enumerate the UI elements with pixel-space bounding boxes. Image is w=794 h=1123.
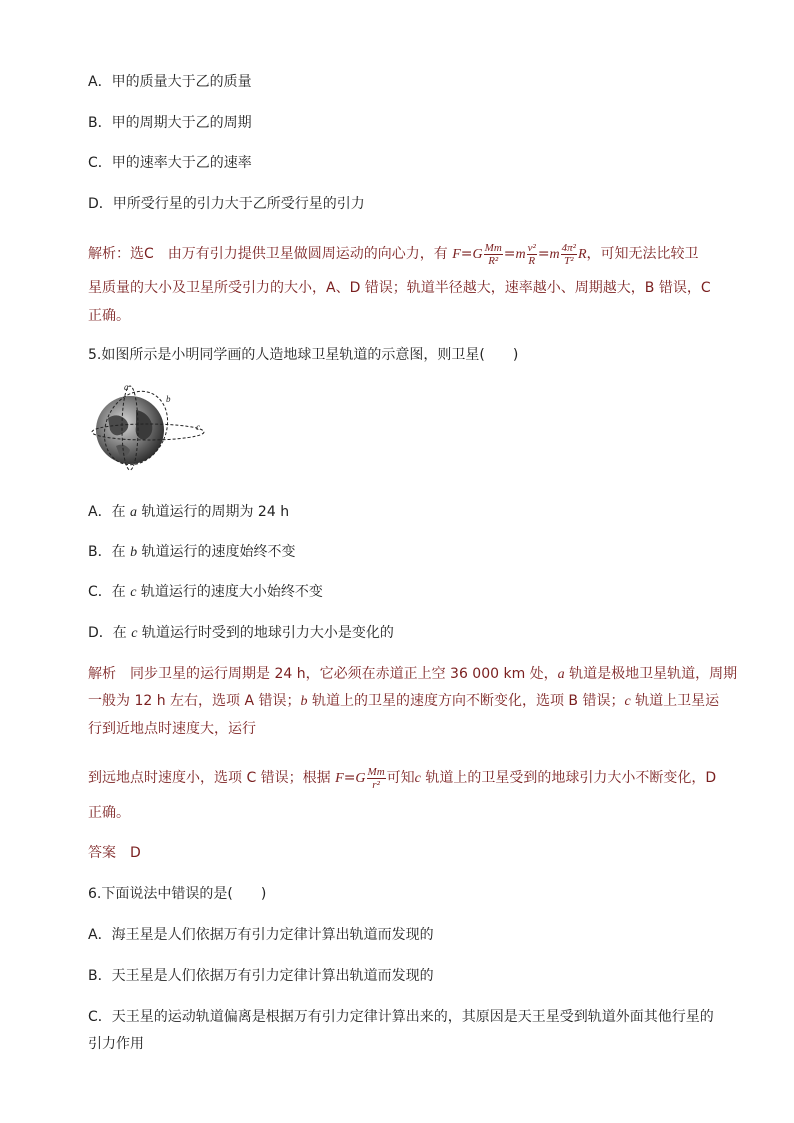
analysis-variable: a — [557, 667, 565, 682]
q4-option-c: C．甲的速率大于乙的速率 — [88, 155, 252, 171]
q4-analysis-line2: 星质量的大小及卫星所受引力的大小，A、D 错误；轨道半径越大，速率越小、周期越大，B 错误，C — [88, 280, 711, 296]
q6-stem: 6.下面说法中错误的是( ) — [88, 886, 267, 902]
label-c: c — [196, 422, 200, 432]
analysis-text: 轨道上的卫星的速度方向不断变化，选项 B 错误； — [307, 693, 625, 709]
q4-option-d: D．甲所受行星的引力大于乙所受行星的引力 — [88, 196, 365, 212]
q4-analysis-line1 — [88, 238, 699, 271]
q5-option-a — [88, 502, 289, 523]
fraction-denominator: R — [528, 254, 536, 267]
analysis-text: 一般为 12 h 左右，选项 A 错误； — [88, 693, 301, 709]
option-prefix: D．在 — [88, 625, 132, 641]
formula-eq: = — [460, 246, 473, 262]
option-text: 轨道运行的周期为 24 h — [137, 504, 290, 520]
label-b: b — [166, 394, 171, 404]
formula-r: R — [577, 247, 587, 262]
q5-analysis-line1 — [88, 664, 737, 685]
option-variable: c — [131, 626, 138, 641]
q5-answer: 答案 D — [88, 845, 141, 861]
fraction-denominator: T² — [564, 254, 574, 267]
earth-orbit-illustration — [86, 380, 210, 474]
fraction-numerator: 4π² — [561, 241, 576, 254]
fraction-v2-r — [527, 242, 537, 267]
fraction-numerator: v² — [527, 241, 536, 254]
analysis-text: 可知 — [386, 770, 415, 786]
q6-option-c-line1: C．天王星的运动轨道偏离是根据万有引力定律计算出来的，其原因是天王星受到轨道外面其他行星的 — [88, 1009, 714, 1025]
q5-stem: 5.如图所示是小明同学画的人造地球卫星轨道的示意图，则卫星( ) — [88, 347, 519, 363]
q5-option-d — [88, 623, 394, 644]
option-variable: c — [130, 585, 137, 600]
option-text: 轨道运行的速度大小始终不变 — [136, 584, 323, 600]
q6-option-a: A．海王星是人们依据万有引力定律计算出轨道而发现的 — [88, 927, 434, 943]
formula-g: G — [355, 771, 366, 786]
formula-m: m — [549, 247, 560, 262]
q4-option-b: B．甲的周期大于乙的周期 — [88, 115, 252, 131]
fraction-denominator: R² — [488, 254, 499, 267]
q5-option-c — [88, 582, 323, 603]
q4-analysis-line3: 正确。 — [88, 308, 130, 324]
fraction-mm-r2 — [484, 242, 503, 267]
formula-eq: = — [537, 246, 550, 262]
formula-m: m — [515, 247, 526, 262]
q6-option-c-line2: 引力作用 — [88, 1036, 144, 1052]
formula-f: F — [452, 247, 461, 262]
earth-orbit-figure — [86, 380, 210, 474]
option-text: 轨道运行时受到的地球引力大小是变化的 — [137, 625, 394, 641]
fraction-denominator: r² — [372, 778, 380, 791]
formula-f: F — [335, 771, 344, 786]
fraction-numerator: Mm — [367, 765, 385, 778]
q5-option-b — [88, 542, 296, 563]
analysis-text: 轨道上的卫星受到的地球引力大小不断变化，D — [420, 770, 717, 786]
analysis-variable: c — [624, 694, 631, 709]
q5-analysis-line2 — [88, 691, 719, 712]
q5-analysis-line5: 正确。 — [88, 805, 130, 821]
q4-analysis-suffix: ，可知无法比较卫 — [586, 246, 699, 262]
option-variable: a — [130, 505, 138, 520]
option-text: 轨道运行的速度始终不变 — [137, 544, 296, 560]
fraction-numerator: Mm — [484, 241, 502, 254]
formula-eq: = — [503, 246, 516, 262]
label-a: a — [124, 382, 129, 392]
fraction-mm-r2 — [367, 766, 386, 791]
q4-analysis-prefix: 解析：选C 由万有引力提供卫星做圆周运动的向心力，有 — [88, 246, 448, 262]
option-prefix: C．在 — [88, 584, 131, 600]
analysis-variable: c — [414, 771, 421, 786]
analysis-variable: b — [300, 694, 308, 709]
option-variable: b — [130, 545, 138, 560]
formula-eq: = — [343, 770, 356, 786]
fraction-4pi2-t2 — [561, 242, 577, 267]
option-prefix: A．在 — [88, 504, 131, 520]
q4-option-a: A．甲的质量大于乙的质量 — [88, 74, 252, 90]
formula-g: G — [472, 247, 483, 262]
analysis-text: 解析 同步卫星的运行周期是 24 h，它必须在赤道正上空 36 000 km 处， — [88, 666, 558, 682]
q5-analysis-line4 — [88, 762, 716, 795]
analysis-text: 轨道是极地卫星轨道，周期 — [564, 666, 738, 682]
q6-option-b: B．天王星是人们依据万有引力定律计算出轨道而发现的 — [88, 968, 434, 984]
option-prefix: B．在 — [88, 544, 131, 560]
analysis-text: 轨道上卫星运 — [630, 693, 720, 709]
q5-analysis-line3: 行到近地点时速度大，运行 — [88, 721, 256, 737]
analysis-text: 到远地点时速度小，选项 C 错误；根据 — [88, 770, 336, 786]
